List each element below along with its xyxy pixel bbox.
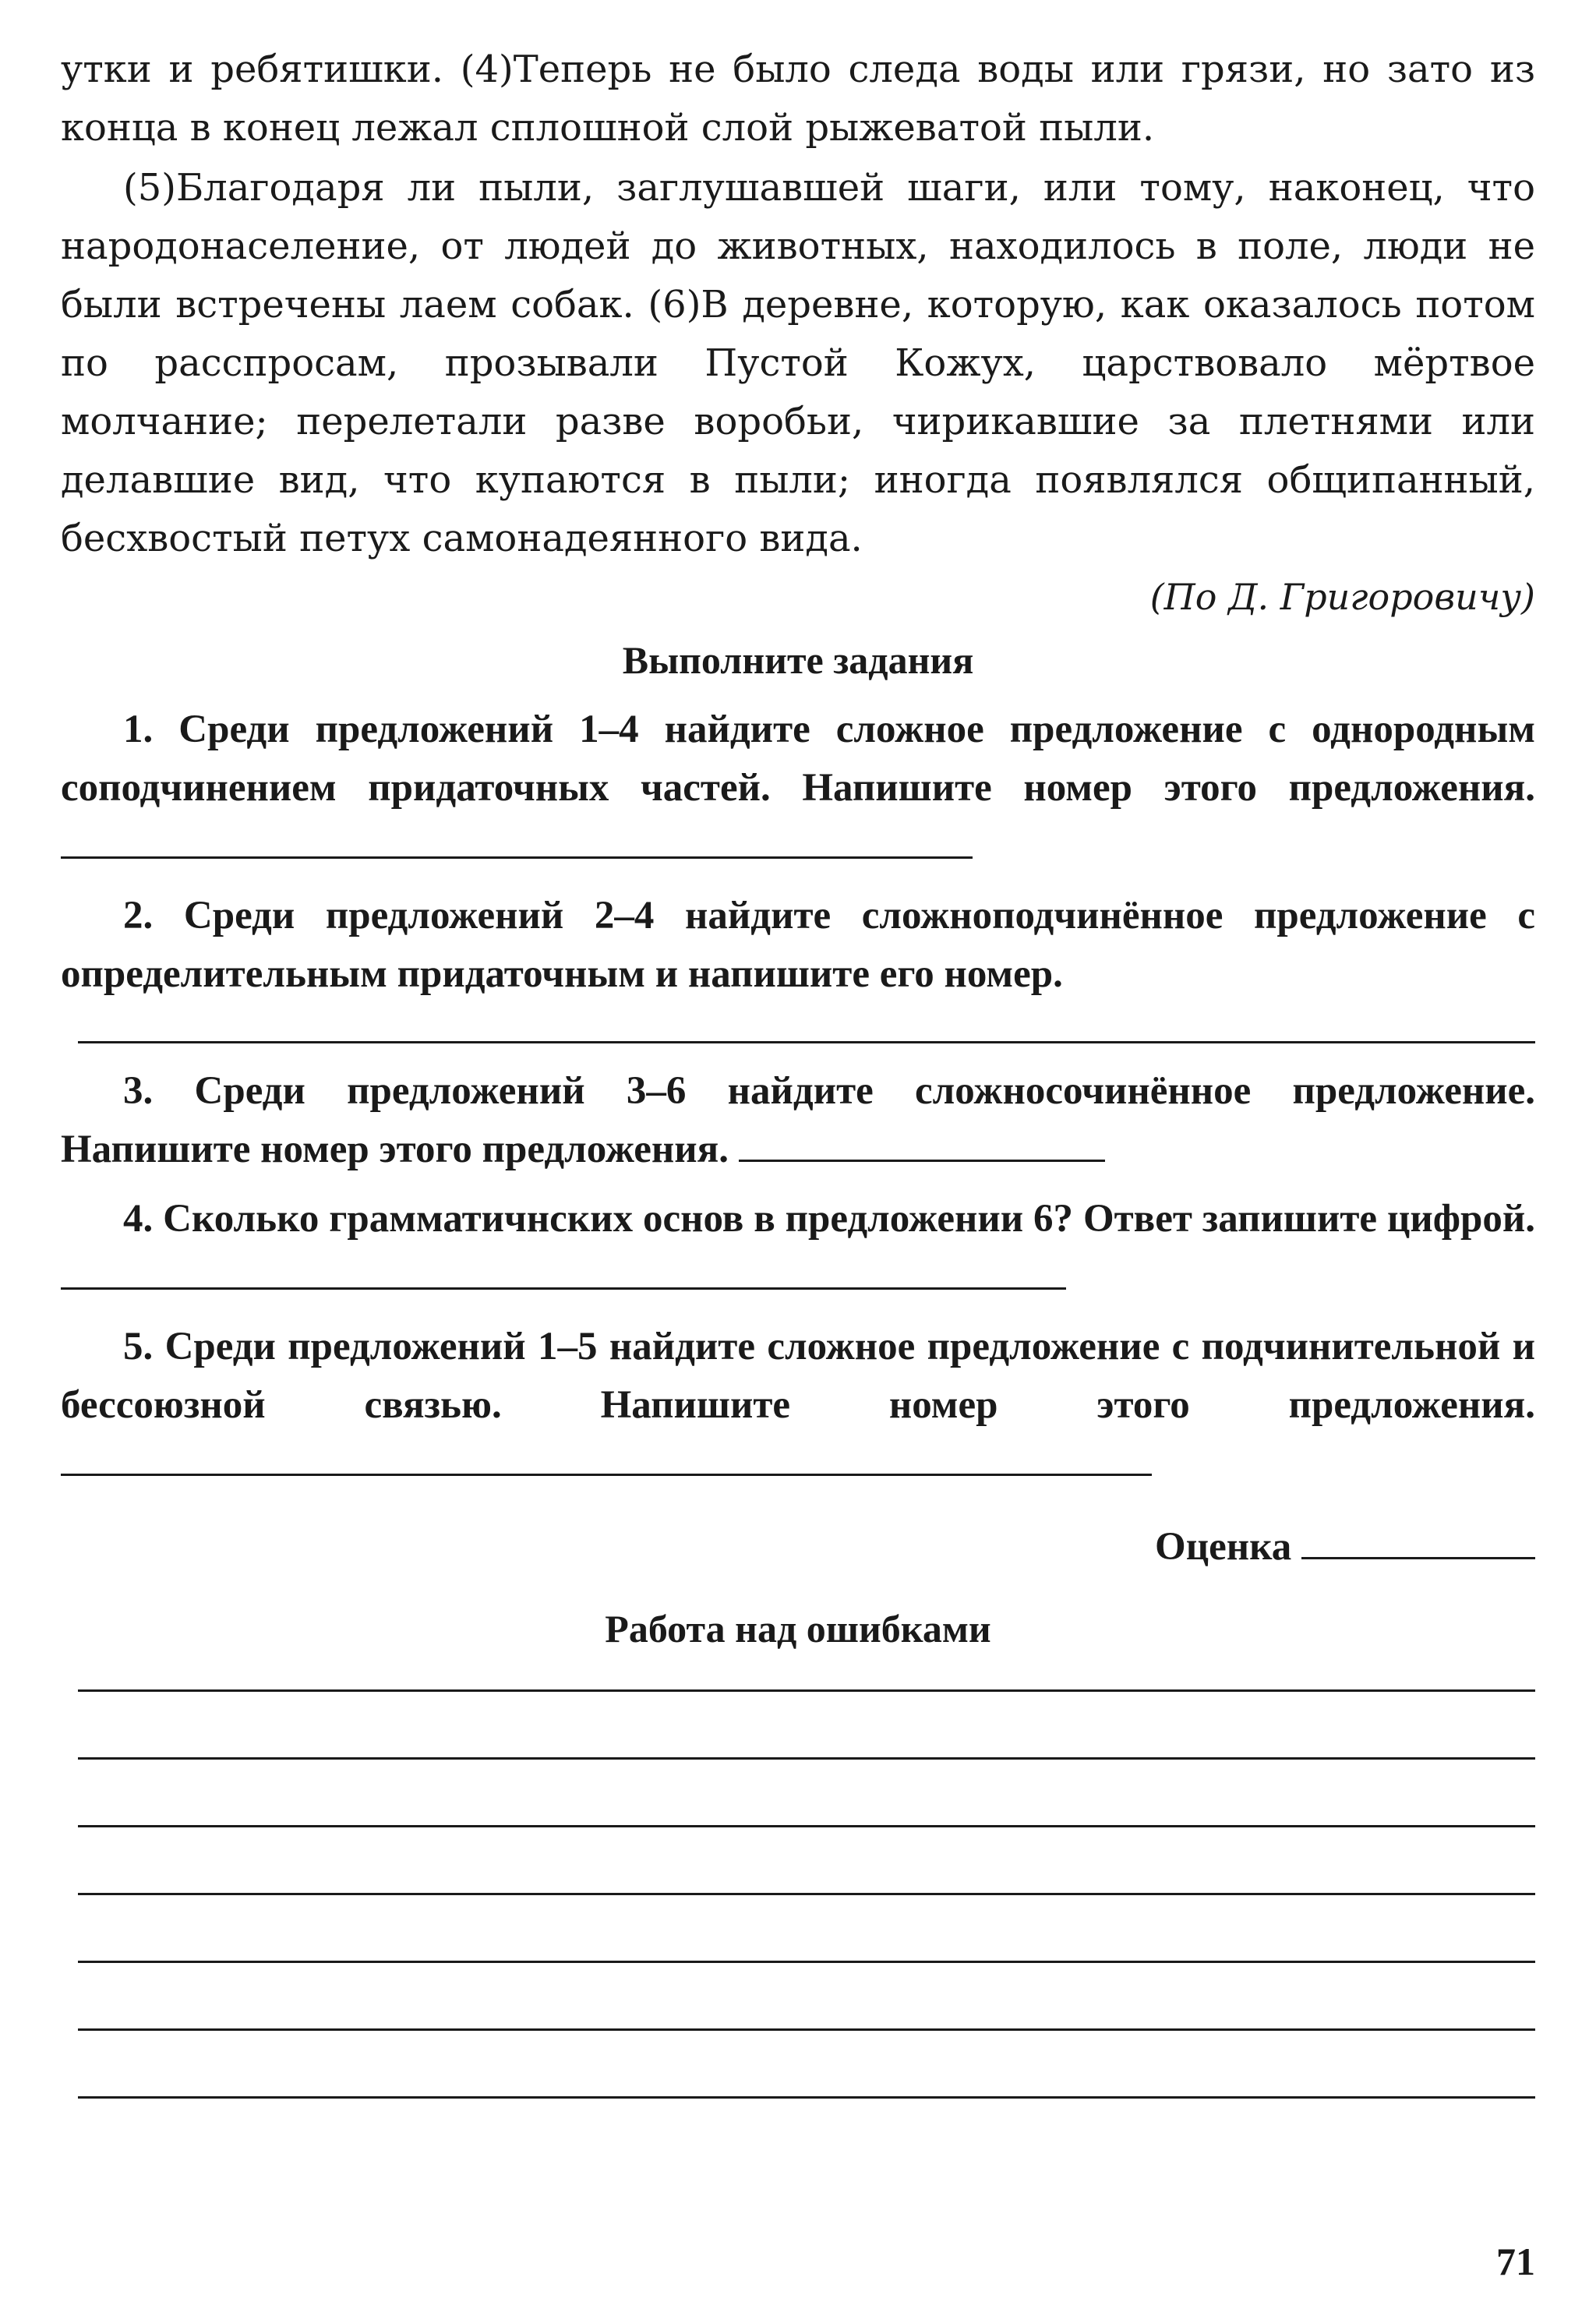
errors-line[interactable]	[78, 1893, 1535, 1895]
task-1	[61, 701, 1535, 876]
task-5-answer-line[interactable]	[61, 1442, 1152, 1476]
task-4-text: 4. Сколько грамматичнских основ в предложении 6? Ответ запишите цифрой.	[123, 1197, 1535, 1241]
grade-label: Оценка	[1155, 1525, 1292, 1569]
errors-line[interactable]	[78, 1689, 1535, 1692]
task-3-text: 3. Среди предложений 3–6 найдите сложносочинённое предложение. Напишите номер этого предложения.	[61, 1069, 1535, 1171]
errors-line[interactable]	[78, 2028, 1535, 2031]
task-3-answer-line[interactable]	[739, 1128, 1105, 1162]
task-4-answer-line[interactable]	[61, 1256, 1066, 1290]
task-5	[61, 1318, 1535, 1493]
grade-answer-line[interactable]	[1301, 1526, 1535, 1559]
attribution: (По Д. Григоровичу)	[1149, 576, 1535, 618]
errors-line[interactable]	[78, 1757, 1535, 1760]
text-paragraph-1: утки и ребятишки. (4)Теперь не было следа воды или грязи, но зато из конца в конец лежал сплошной слой рыжеватой пыли.	[61, 48, 1535, 150]
errors-lines	[61, 1689, 1535, 2099]
text-paragraph-2: (5)Благодаря ли пыли, заглушавшей шаги, или тому, наконец, что народонаселение, от людей до животных, находилось в поле, люди не были встречены лаем собак. (6)В деревне, которую, как оказалось потом по расспросам, прозывали Пустой Кожух, царствовало мёртвое молчание; перелетали разве воробьи, чирикавшие за плетнями или делавшие вид, что купаются в пыли; иногда появлялся общипанный, бесхвостый петух самонадеянного вида.	[61, 166, 1535, 560]
task-3	[61, 1062, 1535, 1179]
task-2: 2. Среди предложений 2–4 найдите сложноподчинённое предложение с определительным придаточным и напишите его номер.	[61, 894, 1535, 996]
errors-line[interactable]	[78, 1825, 1535, 1827]
errors-line[interactable]	[78, 2096, 1535, 2099]
document-page	[61, 41, 1535, 2099]
errors-heading: Работа над ошибками	[605, 1607, 991, 1651]
task-4	[61, 1190, 1535, 1307]
task-2-answer-line[interactable]	[78, 1041, 1535, 1043]
task-5-text: 5. Среди предложений 1–5 найдите сложное предложение с подчинительной и бессоюзной связью. Напишите номер этого предложения.	[61, 1325, 1535, 1427]
errors-line[interactable]	[78, 1961, 1535, 1963]
grade-row	[61, 1518, 1535, 1576]
task-1-answer-line[interactable]	[61, 825, 973, 859]
page-number: 71	[1496, 2240, 1535, 2283]
task-1-text: 1. Среди предложений 1–4 найдите сложное предложение с однородным соподчинением придаточных частей. Напишите номер этого предложения.	[61, 708, 1535, 810]
tasks-heading: Выполните задания	[622, 638, 974, 682]
